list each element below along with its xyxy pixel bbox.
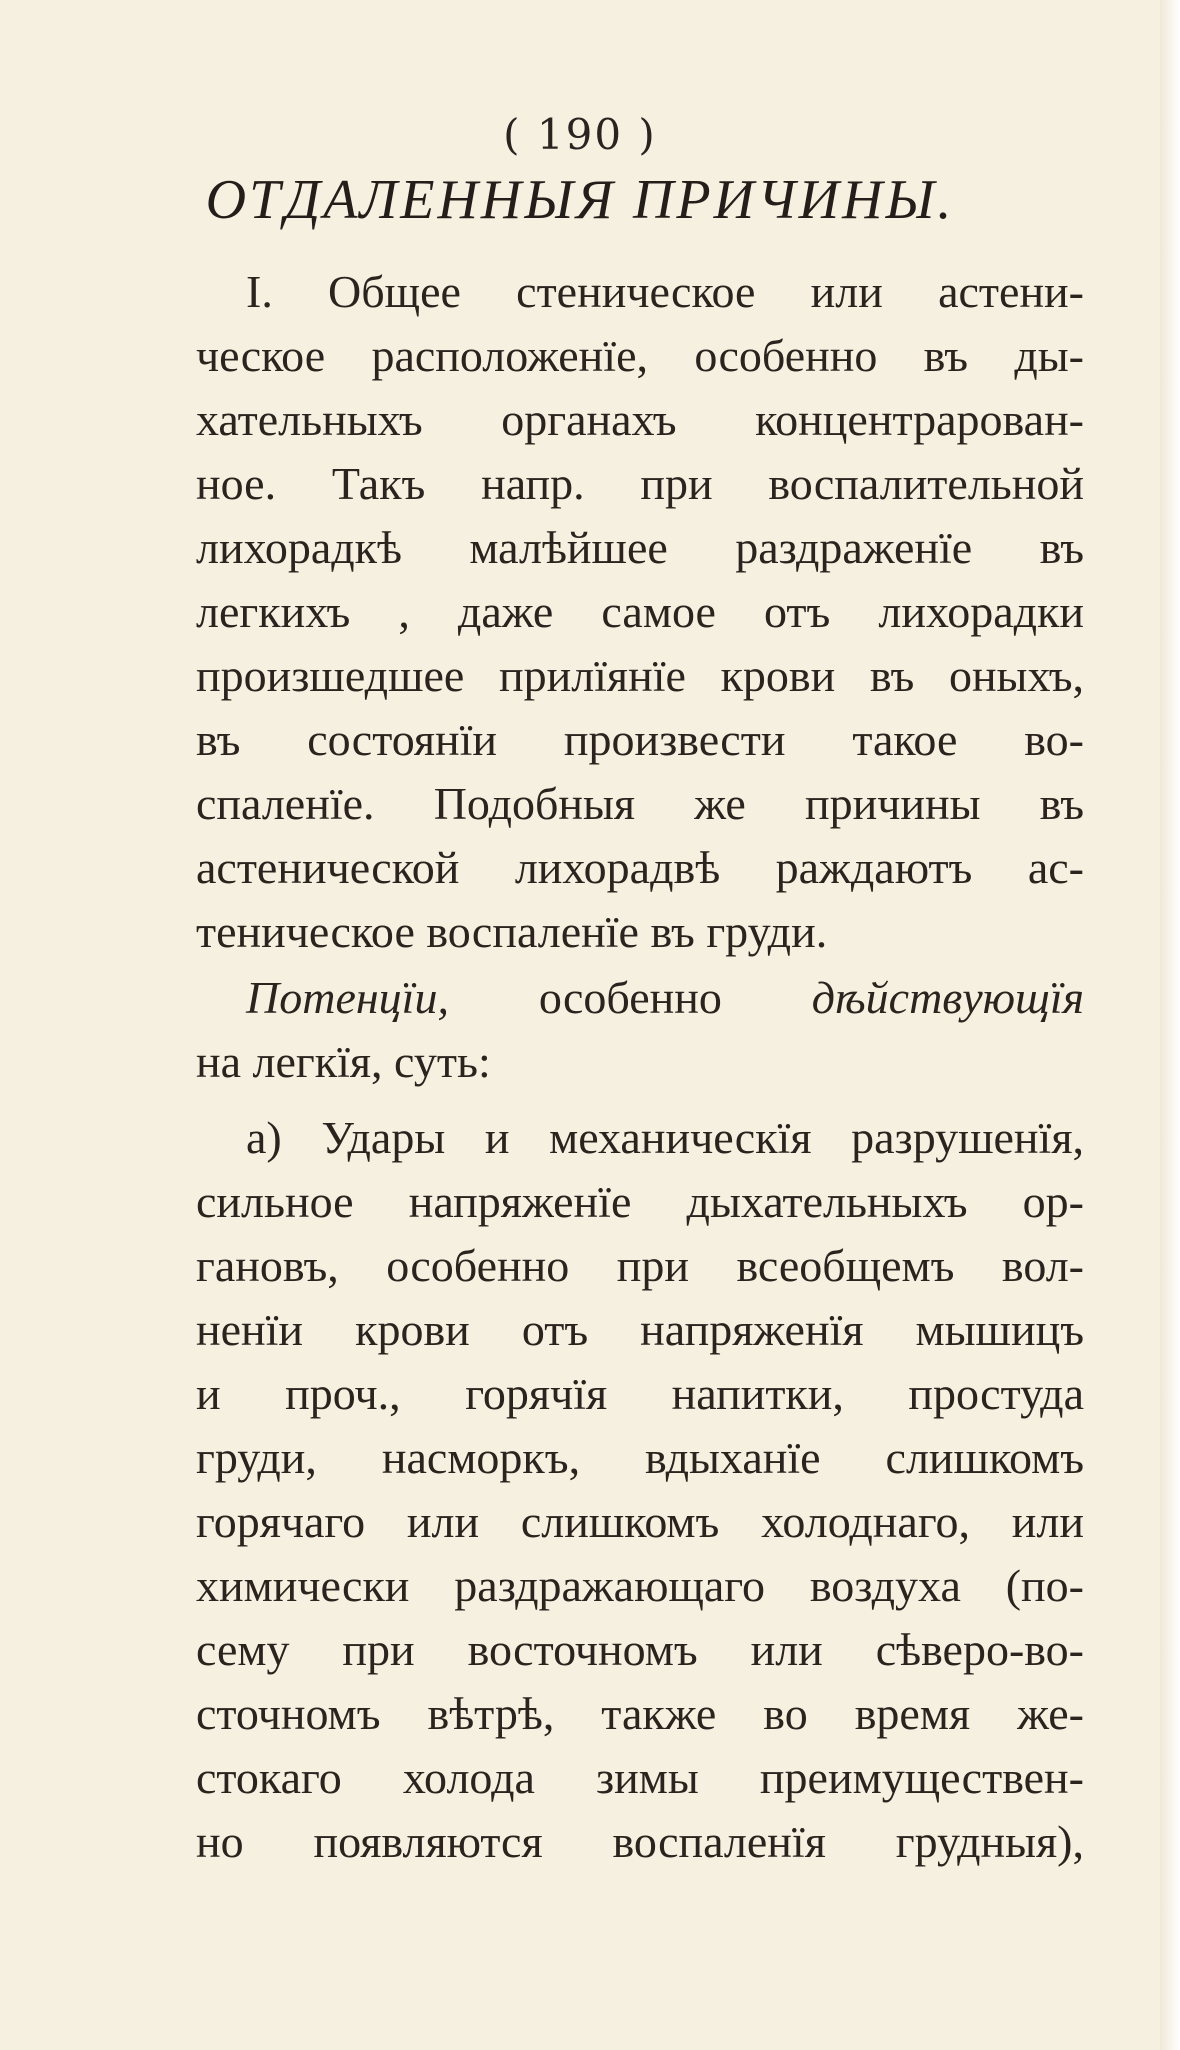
text-line: груди, насморкъ, вдыханїе слишкомъ	[196, 1432, 1084, 1483]
text-line: ненїи крови отъ напряженїя мышицъ	[196, 1304, 1084, 1355]
text-line: а) Удары и механическїя разрушенїя,	[246, 1112, 1084, 1163]
italic-term: дѣйствующїя	[811, 972, 1084, 1023]
text-line	[246, 968, 1084, 1028]
italic-term: Потенцїи,	[246, 972, 449, 1023]
text-line: сточномъ вѣтрѣ, также во время же-	[196, 1688, 1084, 1739]
page-number: ( 190 )	[503, 110, 657, 159]
text-line: хательныхъ органахъ концентрарован-	[196, 394, 1084, 445]
text-line: горячаго или слишкомъ холоднаго, или	[196, 1496, 1084, 1547]
text-line: на легкїя, суть:	[196, 1036, 491, 1087]
page-edge	[1160, 0, 1180, 2050]
text-line: произшедшее прилїянїе крови въ оныхъ,	[196, 650, 1084, 701]
text-word: особенно	[538, 972, 722, 1023]
text-line: легкихъ , даже самое отъ лихорадки	[196, 586, 1084, 637]
text-line: астенической лихорадвѣ раждаютъ ас-	[196, 842, 1084, 893]
text-line: лихорадкѣ малѣйшее раздраженїе въ	[196, 522, 1084, 573]
text-line: теническое воспаленїе въ груди.	[196, 906, 828, 957]
text-line: стокаго холода зимы преимуществен-	[196, 1752, 1084, 1803]
text-line: сему при восточномъ или сѣверо-во-	[196, 1624, 1084, 1675]
text-line: сильное напряженїе дыхательныхъ ор-	[196, 1176, 1084, 1227]
text-line: химически раздражающаго воздуха (по-	[196, 1560, 1084, 1611]
text-line: въ состоянїи произвести такое во-	[196, 714, 1084, 765]
section-heading: ОТДАЛЕННЫЯ ПРИЧИНЫ.	[205, 169, 955, 231]
text-line: спаленїе. Подобныя же причины въ	[196, 778, 1084, 829]
text-line: ческое расположенїе, особенно въ ды-	[196, 330, 1084, 381]
text-line: но появляются воспаленїя грудныя),	[196, 1816, 1084, 1867]
text-line: и проч., горячїя напитки, простуда	[196, 1368, 1084, 1419]
text-line: гановъ, особенно при всеобщемъ вол-	[196, 1240, 1084, 1291]
text-line: ное. Такъ напр. при воспалительной	[196, 458, 1084, 509]
text-line: I. Общее стеническое или астени-	[246, 266, 1084, 317]
